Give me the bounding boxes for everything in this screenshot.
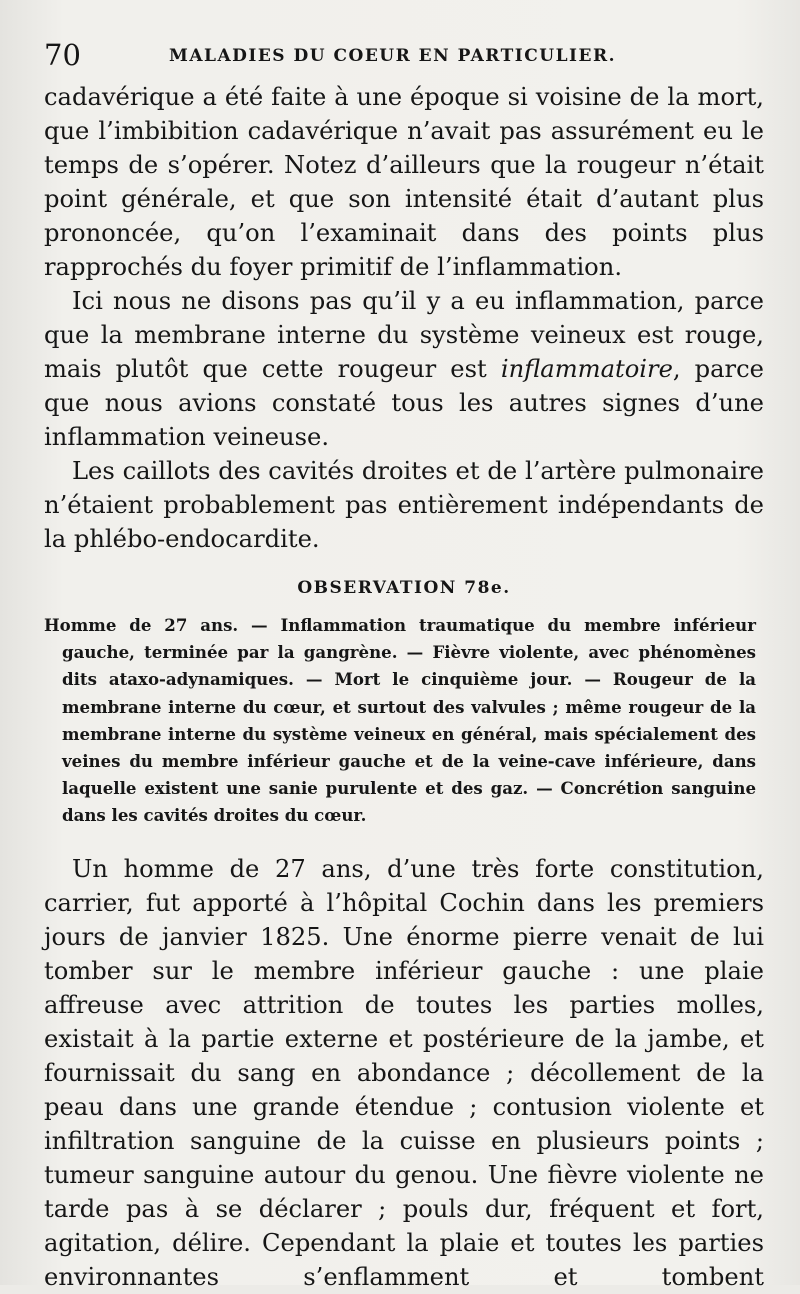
observation-title: OBSERVATION 78e. <box>297 578 511 598</box>
observation-summary: Homme de 27 ans. — Inflammation traumatique du membre inférieur gauche, terminée par la gangrène. — Fièvre violente, avec phénomènes dits ataxo-adynamiques. — Mort le cinquième jour. — Rougeur de la membrane interne du cœur, et surtout des valvules ; même rougeur de la membrane interne du système veineux en général, mais spécialement des veines du membre inférieur gauche et de la veine-cave inférieure, dans laquelle existent une sanie purulente et des gaz. — Concrétion sanguine dans les cavités droites du cœur. <box>44 615 756 826</box>
case-narrative: Un homme de 27 ans, d’une très forte constitution, carrier, fut apporté à l’hôpital Cochin dans les premiers jours de janvier 1825. Une énorme pierre venait de lui tomber sur le membre inférieur gauche : une plaie affreuse avec attrition de toutes les parties molles, existait à la partie externe et postérieure de la jambe, et fournissait du sang en abondance ; décollement de la peau dans une grande étendue ; contusion violente et infiltration sanguine de la cuisse en plusieurs points ; tumeur sanguine autour du genou. Une fièvre violente ne tarde pas à se déclarer ; pouls dur, fréquent et fort, agitation, délire. Cependant la plaie et toutes les parties environnantes s’enflamment et tombent <box>44 854 764 1291</box>
paragraph-caillots: Les caillots des cavités droites et de l’artère pulmonaire n’étaient probablement pas entièrement indépendants de la phlébo-endocardite. <box>44 457 764 553</box>
paragraph-text-part: , parce que nous avions constaté tous les autres signes d’une inflammation veineuse. <box>44 355 764 451</box>
page-number: 70 <box>44 38 81 72</box>
running-title: MALADIES DU COEUR EN PARTICULIER. <box>169 46 616 66</box>
paragraph-inflammation <box>44 284 764 454</box>
paragraph-text-part: Ici nous ne disons pas qu’il y a eu inflammation, parce que la membrane interne du système veineux est rouge, mais plutôt que cette rougeur est <box>44 287 764 383</box>
page-header <box>44 38 754 74</box>
page-body <box>44 80 764 1294</box>
emphasis-word: inflammatoire <box>500 355 673 383</box>
paragraph-continuation: cadavérique a été faite à une époque si voisine de la mort, que l’imbibition cadavérique n’avait pas assurément eu le temps de s’opérer. Notez d’ailleurs que la rougeur n’était point générale, et que son intensité était d’autant plus prononcée, qu’on l’examinait dans des points plus rapprochés du foyer primitif de l’inflammation. <box>44 83 764 281</box>
